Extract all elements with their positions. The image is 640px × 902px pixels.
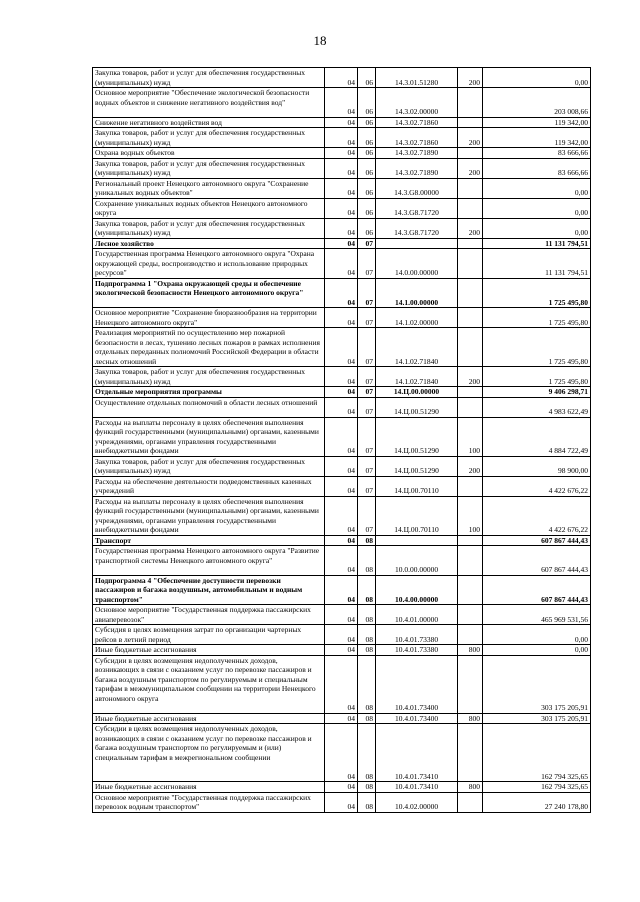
amount: 203 008,66 [483, 88, 591, 118]
subsection-code: 07 [358, 238, 376, 249]
table-row [93, 476, 591, 496]
table-row [93, 249, 591, 279]
amount: 98 900,00 [483, 456, 591, 476]
item-name: Закупка товаров, работ и услуг для обеспечения государственных (муниципальных) нужд [93, 367, 325, 387]
amount: 1 725 495,80 [483, 367, 591, 387]
section-code: 04 [325, 278, 358, 308]
item-name: Основное мероприятие "Государственная поддержка пассажирских авиаперевозок" [93, 605, 325, 625]
subsection-code: 08 [358, 782, 376, 793]
amount: 11 131 794,51 [483, 238, 591, 249]
target-article-code: 14.1.00.00000 [376, 278, 458, 308]
expense-type-code [458, 476, 483, 496]
target-article-code: 14.Ц.00.51290 [376, 397, 458, 417]
expense-type-code [458, 575, 483, 605]
subsection-code: 07 [358, 417, 376, 456]
subsection-code: 08 [358, 792, 376, 812]
item-name: Сохранение уникальных водных объектов Ненецкого автономного округа [93, 198, 325, 218]
amount: 119 342,00 [483, 128, 591, 148]
table-row [93, 278, 591, 308]
section-code: 04 [325, 417, 358, 456]
amount: 119 342,00 [483, 117, 591, 128]
item-name: Субсидии в целях возмещения недополученных доходов, возникающих в связи с оказанием услуг по перевозке пассажиров и багажа воздушным транспортом по регулируемым и (или) специальным тарифам в межрегиональном сообщении [93, 724, 325, 782]
section-code: 04 [325, 308, 358, 328]
subsection-code: 06 [358, 148, 376, 159]
expense-type-code: 800 [458, 782, 483, 793]
expense-type-code: 100 [458, 496, 483, 535]
target-article-code: 10.0.00.00000 [376, 546, 458, 576]
table-row [93, 198, 591, 218]
expense-type-code [458, 387, 483, 398]
subsection-code: 07 [358, 328, 376, 367]
expense-type-code: 800 [458, 645, 483, 656]
item-name: Закупка товаров, работ и услуг для обеспечения государственных (муниципальных) нужд [93, 158, 325, 178]
subsection-code: 07 [358, 308, 376, 328]
subsection-code: 06 [358, 88, 376, 118]
amount: 1 725 495,80 [483, 278, 591, 308]
item-name: Охрана водных объектов [93, 148, 325, 159]
target-article-code: 14.1.02.71840 [376, 367, 458, 387]
item-name: Иные бюджетные ассигнования [93, 713, 325, 724]
expense-type-code [458, 278, 483, 308]
expense-type-code [458, 328, 483, 367]
target-article-code: 14.3.02.71890 [376, 158, 458, 178]
target-article-code: 14.1.02.00000 [376, 308, 458, 328]
target-article-code: 14.3.02.71890 [376, 148, 458, 159]
table-row [93, 645, 591, 656]
table-row [93, 535, 591, 546]
amount: 9 406 298,71 [483, 387, 591, 398]
item-name: Закупка товаров, работ и услуг для обеспечения государственных (муниципальных) нужд [93, 68, 325, 88]
item-name: Снижение негативного воздействия вод [93, 117, 325, 128]
section-code: 04 [325, 387, 358, 398]
subsection-code: 07 [358, 496, 376, 535]
item-name: Иные бюджетные ассигнования [93, 645, 325, 656]
item-name: Субсидии в целях возмещения недополученных доходов, возникающих в связи с оказанием услуг по перевозке пассажиров и багажа воздушным транспортом по регулируемым и специальным тарифам в межмуниципальном сообщении на территории Ненецкого автономного округа [93, 655, 325, 713]
subsection-code: 06 [358, 158, 376, 178]
target-article-code: 14.0.00.00000 [376, 249, 458, 279]
table-row [93, 655, 591, 713]
section-code: 04 [325, 238, 358, 249]
expense-type-code: 200 [458, 218, 483, 238]
table-row [93, 713, 591, 724]
table-row [93, 178, 591, 198]
expense-type-code [458, 605, 483, 625]
expense-type-code [458, 655, 483, 713]
table-row [93, 456, 591, 476]
section-code: 04 [325, 535, 358, 546]
expense-type-code [458, 117, 483, 128]
expense-type-code: 200 [458, 68, 483, 88]
target-article-code: 10.4.01.73410 [376, 724, 458, 782]
item-name: Субсидия в целях возмещения затрат по организации чартерных рейсов в летний период [93, 625, 325, 645]
amount: 465 969 531,56 [483, 605, 591, 625]
target-article-code: 14.Ц.00.51290 [376, 417, 458, 456]
section-code: 04 [325, 792, 358, 812]
amount: 0,00 [483, 178, 591, 198]
amount: 0,00 [483, 625, 591, 645]
target-article-code [376, 238, 458, 249]
item-name: Основное мероприятие "Обеспечение экологической безопасности водных объектов и снижение негативного воздействия вод" [93, 88, 325, 118]
expense-type-code [458, 625, 483, 645]
section-code: 04 [325, 724, 358, 782]
table-row [93, 387, 591, 398]
target-article-code: 14.3.02.71860 [376, 117, 458, 128]
amount: 83 666,66 [483, 158, 591, 178]
subsection-code: 08 [358, 713, 376, 724]
section-code: 04 [325, 198, 358, 218]
section-code: 04 [325, 575, 358, 605]
item-name: Расходы на обеспечение деятельности подведомственных казенных учреждений [93, 476, 325, 496]
section-code: 04 [325, 456, 358, 476]
amount: 1 725 495,80 [483, 308, 591, 328]
subsection-code: 07 [358, 387, 376, 398]
section-code: 04 [325, 158, 358, 178]
table-row [93, 308, 591, 328]
item-name: Государственная программа Ненецкого автономного округа "Развитие транспортной системы Ненецкого автономного округа" [93, 546, 325, 576]
expense-type-code [458, 198, 483, 218]
expense-type-code [458, 535, 483, 546]
subsection-code: 06 [358, 117, 376, 128]
page-number: 18 [313, 33, 327, 48]
subsection-code: 07 [358, 397, 376, 417]
target-article-code: 10.4.01.73380 [376, 645, 458, 656]
budget-table [92, 67, 591, 813]
expense-type-code: 200 [458, 128, 483, 148]
subsection-code: 08 [358, 535, 376, 546]
section-code: 04 [325, 178, 358, 198]
expense-type-code [458, 546, 483, 576]
table-row [93, 128, 591, 148]
item-name: Отдельные мероприятия программы [93, 387, 325, 398]
expense-type-code [458, 792, 483, 812]
target-article-code: 14.Ц.00.70110 [376, 476, 458, 496]
table-row [93, 88, 591, 118]
table-row [93, 367, 591, 387]
section-code: 04 [325, 218, 358, 238]
target-article-code: 10.4.01.73380 [376, 625, 458, 645]
section-code: 04 [325, 476, 358, 496]
table-row [93, 328, 591, 367]
target-article-code: 14.Ц.00.51290 [376, 456, 458, 476]
section-code: 04 [325, 546, 358, 576]
section-code: 04 [325, 68, 358, 88]
expense-type-code: 200 [458, 456, 483, 476]
table-row [93, 724, 591, 782]
target-article-code: 10.4.01.73400 [376, 713, 458, 724]
section-code: 04 [325, 625, 358, 645]
section-code: 04 [325, 148, 358, 159]
item-name: Основное мероприятие "Сохранение биоразнообразия на территории Ненецкого автономного округа" [93, 308, 325, 328]
table-row [93, 546, 591, 576]
amount: 4 422 676,22 [483, 476, 591, 496]
expense-type-code [458, 308, 483, 328]
table-row [93, 238, 591, 249]
section-code: 04 [325, 605, 358, 625]
section-code: 04 [325, 328, 358, 367]
expense-type-code: 200 [458, 158, 483, 178]
target-article-code: 14.3.G8.71720 [376, 198, 458, 218]
section-code: 04 [325, 645, 358, 656]
item-name: Государственная программа Ненецкого автономного округа "Охрана окружающей среды, воспроизводство и использование природных ресурсов" [93, 249, 325, 279]
item-name: Региональный проект Ненецкого автономного округа "Сохранение уникальных водных объектов" [93, 178, 325, 198]
section-code: 04 [325, 117, 358, 128]
target-article-code: 10.4.01.00000 [376, 605, 458, 625]
section-code: 04 [325, 397, 358, 417]
expense-type-code: 800 [458, 713, 483, 724]
amount: 0,00 [483, 68, 591, 88]
table-row [93, 605, 591, 625]
subsection-code: 07 [358, 456, 376, 476]
table-row [93, 397, 591, 417]
expense-type-code [458, 148, 483, 159]
subsection-code: 06 [358, 198, 376, 218]
amount: 607 867 444,43 [483, 546, 591, 576]
section-code: 04 [325, 655, 358, 713]
subsection-code: 08 [358, 546, 376, 576]
table-row [93, 158, 591, 178]
amount: 11 131 794,51 [483, 249, 591, 279]
item-name: Закупка товаров, работ и услуг для обеспечения государственных (муниципальных) нужд [93, 218, 325, 238]
expense-type-code [458, 238, 483, 249]
target-article-code: 14.Ц.00.70110 [376, 496, 458, 535]
target-article-code: 10.4.01.73410 [376, 782, 458, 793]
subsection-code: 08 [358, 655, 376, 713]
table-row [93, 575, 591, 605]
expense-type-code [458, 249, 483, 279]
item-name: Подпрограмма 1 "Охрана окружающей среды и обеспечение экологической безопасности Ненецкого автономного округа" [93, 278, 325, 308]
table-row [93, 68, 591, 88]
expense-type-code [458, 724, 483, 782]
subsection-code: 06 [358, 68, 376, 88]
table-row [93, 117, 591, 128]
amount: 27 240 178,80 [483, 792, 591, 812]
amount: 0,00 [483, 218, 591, 238]
subsection-code: 08 [358, 605, 376, 625]
target-article-code: 14.3.G8.71720 [376, 218, 458, 238]
target-article-code: 10.4.02.00000 [376, 792, 458, 812]
expense-type-code [458, 178, 483, 198]
subsection-code: 08 [358, 645, 376, 656]
item-name: Осуществление отдельных полномочий в области лесных отношений [93, 397, 325, 417]
item-name: Расходы на выплаты персоналу в целях обеспечения выполнения функций государственными (муниципальными) органами, казенными учреждениями, органами управления государственными внебюджетными фондами [93, 496, 325, 535]
item-name: Основное мероприятие "Государственная поддержка пассажирских перевозок водным транспортом" [93, 792, 325, 812]
item-name: Подпрограмма 4 "Обеспечение доступности перевозки пассажиров и багажа воздушным, автомобильным и водным транспортом" [93, 575, 325, 605]
subsection-code: 07 [358, 278, 376, 308]
item-name: Реализация мероприятий по осуществлению мер пожарной безопасности в лесах, тушению лесных пожаров в рамках исполнения отдельных переданных полномочий Российской Федерации в области лесных отношений [93, 328, 325, 367]
amount: 0,00 [483, 645, 591, 656]
subsection-code: 06 [358, 218, 376, 238]
subsection-code: 07 [358, 249, 376, 279]
target-article-code: 14.3.G8.00000 [376, 178, 458, 198]
item-name: Транспорт [93, 535, 325, 546]
expense-type-code: 200 [458, 367, 483, 387]
amount: 83 666,66 [483, 148, 591, 159]
section-code: 04 [325, 88, 358, 118]
item-name: Расходы на выплаты персоналу в целях обеспечения выполнения функций государственными (муниципальными) органами, казенными учреждениями, органами управления государственными внебюджетными фондами [93, 417, 325, 456]
item-name: Иные бюджетные ассигнования [93, 782, 325, 793]
subsection-code: 06 [358, 128, 376, 148]
item-name: Лесное хозяйство [93, 238, 325, 249]
target-article-code: 14.Ц.00.00000 [376, 387, 458, 398]
subsection-code: 08 [358, 724, 376, 782]
amount: 303 175 205,91 [483, 655, 591, 713]
target-article-code: 14.3.02.00000 [376, 88, 458, 118]
table-row [93, 417, 591, 456]
table-row [93, 792, 591, 812]
amount: 4 422 676,22 [483, 496, 591, 535]
amount: 607 867 444,43 [483, 535, 591, 546]
section-code: 04 [325, 713, 358, 724]
section-code: 04 [325, 249, 358, 279]
section-code: 04 [325, 128, 358, 148]
target-article-code [376, 535, 458, 546]
amount: 162 794 325,65 [483, 724, 591, 782]
target-article-code: 14.3.02.71860 [376, 128, 458, 148]
table-row [93, 218, 591, 238]
amount: 4 884 722,49 [483, 417, 591, 456]
item-name: Закупка товаров, работ и услуг для обеспечения государственных (муниципальных) нужд [93, 128, 325, 148]
amount: 1 725 495,80 [483, 328, 591, 367]
target-article-code: 10.4.00.00000 [376, 575, 458, 605]
expense-type-code [458, 88, 483, 118]
subsection-code: 08 [358, 625, 376, 645]
subsection-code: 06 [358, 178, 376, 198]
section-code: 04 [325, 367, 358, 387]
expense-type-code [458, 397, 483, 417]
item-name: Закупка товаров, работ и услуг для обеспечения государственных (муниципальных) нужд [93, 456, 325, 476]
amount: 4 983 622,49 [483, 397, 591, 417]
amount: 162 794 325,65 [483, 782, 591, 793]
table-row [93, 782, 591, 793]
section-code: 04 [325, 496, 358, 535]
target-article-code: 10.4.01.73400 [376, 655, 458, 713]
subsection-code: 08 [358, 575, 376, 605]
amount: 303 175 205,91 [483, 713, 591, 724]
target-article-code: 14.1.02.71840 [376, 328, 458, 367]
expense-type-code: 100 [458, 417, 483, 456]
amount: 607 867 444,43 [483, 575, 591, 605]
table-row [93, 496, 591, 535]
section-code: 04 [325, 782, 358, 793]
amount: 0,00 [483, 198, 591, 218]
table-body [93, 68, 591, 813]
target-article-code: 14.3.01.51280 [376, 68, 458, 88]
subsection-code: 07 [358, 367, 376, 387]
table-row [93, 148, 591, 159]
table-row [93, 625, 591, 645]
subsection-code: 07 [358, 476, 376, 496]
